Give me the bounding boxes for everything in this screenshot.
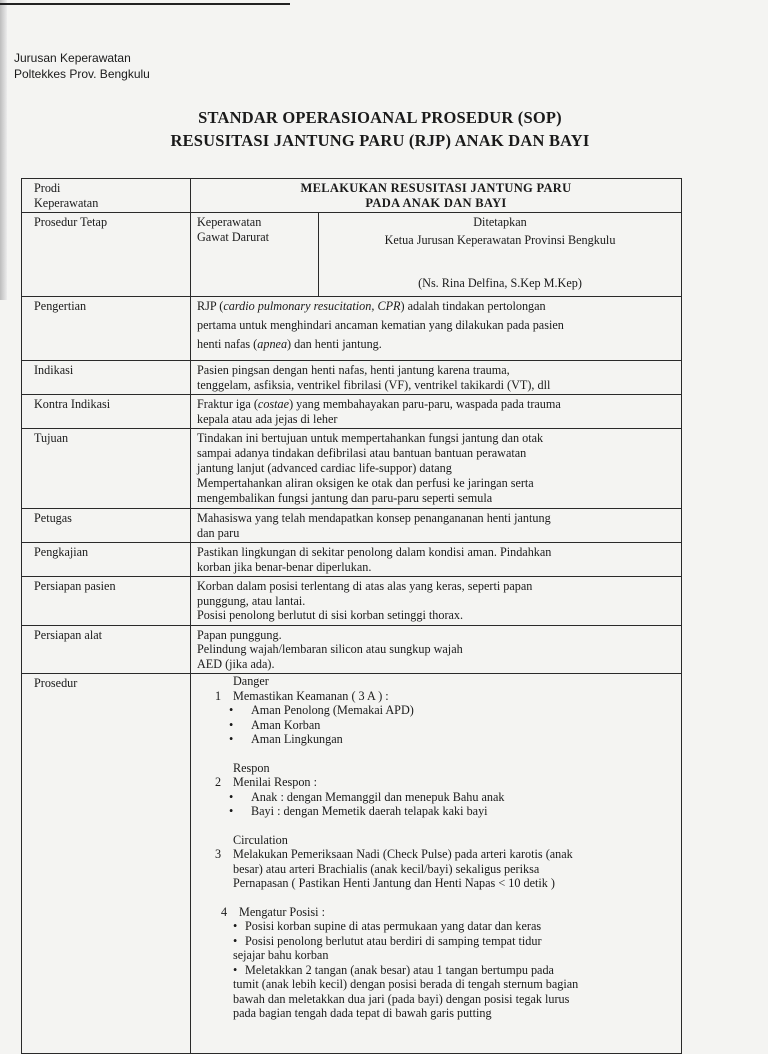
- step-2-number: 2: [215, 775, 222, 789]
- header-row: [22, 179, 682, 213]
- list-item: • Posisi korban supine di atas permukaan yang datar dan keras: [245, 919, 675, 934]
- step-3-line-1: [201, 847, 675, 862]
- institution-line-1: Jurusan Keperawatan: [14, 51, 131, 65]
- tujuan-line-2: sampai adanya tindakan defibrilasi atau bantuan bantuan perawatan: [197, 446, 527, 460]
- indikasi-label: Indikasi: [22, 361, 191, 395]
- step-3-number: 3: [215, 847, 222, 861]
- persiapan-pasien-row: [22, 577, 682, 626]
- list-item: • Aman Penolong (Memakai APD): [251, 703, 675, 718]
- step-2-title: [201, 775, 675, 790]
- pengertian-term: cardio pulmonary resucitation, CPR: [223, 299, 401, 313]
- pengertian-term: apnea: [257, 337, 288, 351]
- pengertian-text: henti nafas (: [197, 337, 258, 351]
- list-item: • Bayi : dengan Memetik daerah telapak kaki bayi: [251, 804, 675, 819]
- ditetapkan-label: Ditetapkan: [473, 215, 527, 229]
- indikasi-line-2: tenggelam, asfiksia, ventrikel fibrilasi (VF), ventrikel takikardi (VT), dll: [197, 377, 551, 392]
- step-4-list-2: [201, 963, 675, 978]
- persiapan-alat-label: Persiapan alat: [22, 625, 191, 674]
- tujuan-line-5: mengembalikan fungsi jantung dan paru-paru seperti semula: [197, 491, 493, 505]
- persiapan-pasien-label: Persiapan pasien: [22, 577, 191, 626]
- respon-heading: Respon: [233, 760, 270, 775]
- pengertian-text: ) dan henti jantung.: [287, 337, 382, 351]
- signatory-name: (Ns. Rina Delfina, S.Kep M.Kep): [418, 276, 582, 290]
- step-3-line-3: Pernapasan ( Pastikan Henti Jantung dan Henti Napas < 10 detik ): [233, 876, 555, 890]
- step-3-line-2: besar) atau arteri Brachialis (anak kecil/bayi) sekaligus periksa: [233, 861, 540, 876]
- pengertian-label: Pengertian: [22, 297, 191, 361]
- pengertian-line-3: [197, 335, 675, 354]
- persiapan-pasien-line-1: Korban dalam posisi terlentang di atas alas yang keras, seperti papan: [197, 579, 533, 593]
- petugas-content: [191, 509, 682, 543]
- protap-row: [22, 213, 682, 297]
- persiapan-alat-line-1: Papan punggung.: [197, 627, 282, 642]
- prosedur-label: Prosedur: [22, 674, 191, 1054]
- list-item: • Meletakkan 2 tangan (anak besar) atau 1 tangan bertumpu pada: [245, 963, 675, 978]
- step-3-text: Melakukan Pemeriksaan Nadi (Check Pulse) pada arteri karotis (anak: [233, 847, 573, 861]
- prodi-cell: [22, 179, 191, 213]
- step-4-list: [201, 919, 675, 948]
- step-4-text: Mengatur Posisi :: [239, 904, 325, 919]
- step-1-text: Memastikan Keamanan ( 3 A ) :: [233, 688, 389, 703]
- pengkajian-row: [22, 543, 682, 577]
- persiapan-pasien-line-3: Posisi penolong berlutut di sisi korban setinggi thorax.: [197, 608, 464, 622]
- kontra-content: [191, 395, 682, 429]
- procedure-title-cell: [191, 179, 682, 213]
- document-subtitle: RESUSITASI JANTUNG PARU (RJP) ANAK DAN BAYI: [170, 131, 590, 150]
- step-4-item-3-cont-3: pada bagian tengah dada tepat di bawah garis putting: [233, 1006, 492, 1020]
- persiapan-alat-row: [22, 625, 682, 674]
- prosedur-content: [191, 674, 682, 1054]
- step-4-item-2-cont: sejajar bahu korban: [233, 948, 329, 962]
- persiapan-pasien-line-2: punggung, atau lantai.: [197, 593, 306, 608]
- circulation-heading: Circulation: [233, 832, 288, 847]
- protap-unit-line-1: Keperawatan: [197, 215, 262, 229]
- list-item: • Aman Lingkungan: [251, 732, 675, 747]
- persiapan-pasien-content: [191, 577, 682, 626]
- pengertian-text: ) adalah tindakan pertolongan: [400, 299, 546, 313]
- danger-heading: Danger: [233, 674, 269, 688]
- prodi-label: Prodi: [34, 181, 61, 195]
- ditetapkan-by: Ketua Jurusan Keperawatan Provinsi Bengkulu: [384, 232, 616, 247]
- kontra-term: costae: [257, 397, 290, 411]
- tujuan-line-4: Mempertahankan aliran oksigen ke otak dan perfusi ke jaringan serta: [197, 476, 534, 490]
- persiapan-alat-line-3: AED (jika ada).: [197, 656, 275, 671]
- petugas-row: [22, 509, 682, 543]
- protap-unit-cell: [191, 213, 319, 297]
- document-title: STANDAR OPERASIOANAL PROSEDUR (SOP): [198, 108, 562, 127]
- persiapan-alat-line-2: Pelindung wajah/lembaran silicon atau sungkup wajah: [197, 642, 463, 656]
- step-4-item-3-cont-1: tumit (anak lebih kecil) dengan posisi berada di tengah sternum bagian: [233, 977, 579, 991]
- institution-header: [14, 50, 150, 82]
- petugas-label: Petugas: [22, 509, 191, 543]
- step-4-number: 4: [221, 904, 228, 919]
- step-2-text: Menilai Respon :: [233, 775, 317, 789]
- procedure-title-line-1: MELAKUKAN RESUSITASI JANTUNG PARU: [300, 181, 572, 195]
- indikasi-row: [22, 361, 682, 395]
- kontra-text: ) yang membahayakan paru-paru, waspada pada trauma: [289, 397, 561, 411]
- pengkajian-content: [191, 543, 682, 577]
- petugas-line-1: Mahasiswa yang telah mendapatkan konsep penangananan henti jantung: [197, 511, 551, 525]
- procedure-title-line-2: PADA ANAK DAN BAYI: [365, 195, 507, 210]
- petugas-line-2: dan paru: [197, 525, 240, 540]
- protap-unit-line-2: Gawat Darurat: [197, 229, 270, 244]
- kontra-line-2: kepala atau ada jejas di leher: [197, 411, 338, 426]
- tujuan-label: Tujuan: [22, 429, 191, 509]
- tujuan-content: [191, 429, 682, 509]
- pengkajian-label: Pengkajian: [22, 543, 191, 577]
- step-4-item-3-cont-2: bawah dan meletakkan dua jari (pada bayi) dengan posisi tegak lurus: [233, 991, 570, 1006]
- pengertian-content: [191, 297, 682, 361]
- list-item: • Aman Korban: [251, 718, 675, 733]
- tujuan-row: [22, 429, 682, 509]
- step-4-title: [201, 905, 675, 920]
- indikasi-line-1: Pasien pingsan dengan henti nafas, henti jantung karena trauma,: [197, 363, 510, 377]
- protap-label: Prosedur Tetap: [22, 213, 191, 297]
- pengkajian-line-2: korban jika benar-benar diperlukan.: [197, 559, 372, 574]
- institution-line-2: Poltekkes Prov. Bengkulu: [14, 67, 150, 81]
- list-item: • Posisi penolong berlutut atau berdiri di samping tempat tidur: [245, 934, 675, 949]
- pengertian-line-1: [197, 297, 675, 316]
- persiapan-alat-content: [191, 625, 682, 674]
- tujuan-line-3: jantung lanjut (advanced cardiac life-suppor) datang: [197, 461, 452, 475]
- step-1-number: 1: [215, 688, 222, 703]
- prosedur-row: [22, 674, 682, 1054]
- step-1-list: [201, 703, 675, 747]
- step-2-list: [201, 790, 675, 819]
- kontra-line-1: [197, 397, 675, 412]
- list-item: • Anak : dengan Memanggil dan menepuk Bahu anak: [251, 790, 675, 805]
- kontra-label: Kontra Indikasi: [22, 395, 191, 429]
- pengertian-line-2: pertama untuk menghindari ancaman kematian yang dilakukan pada pasien: [197, 318, 564, 332]
- pengertian-text: RJP (: [197, 299, 224, 313]
- top-rule: [0, 3, 290, 5]
- kontra-text: Fraktur iga (: [197, 397, 258, 411]
- sop-table: [21, 178, 682, 1054]
- pengertian-row: [22, 297, 682, 361]
- prodi-value: Keperawatan: [34, 195, 99, 210]
- ditetapkan-cell: [319, 213, 682, 297]
- tujuan-line-1: Tindakan ini bertujuan untuk mempertahankan fungsi jantung dan otak: [197, 431, 544, 445]
- step-1-title: [201, 689, 675, 704]
- kontra-row: [22, 395, 682, 429]
- indikasi-content: [191, 361, 682, 395]
- pengkajian-line-1: Pastikan lingkungan di sekitar penolong dalam kondisi aman. Pindahkan: [197, 545, 552, 559]
